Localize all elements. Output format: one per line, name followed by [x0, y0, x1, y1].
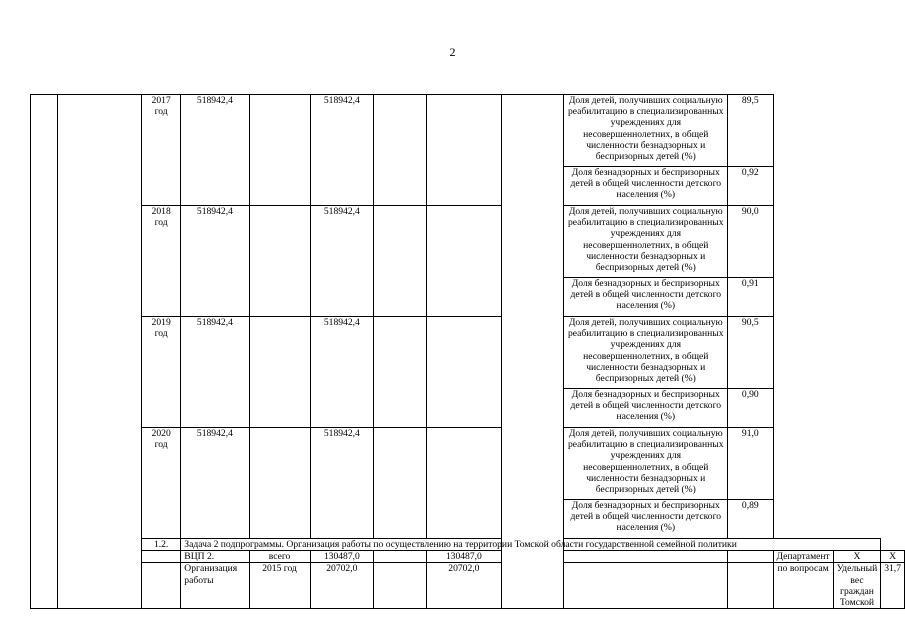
activity-name-cell: [58, 95, 142, 609]
table-row: [31, 206, 905, 278]
indicator-text: Доля безнадзорных и беспризорных детей в общей численности детского населения (%): [564, 500, 728, 539]
task-row: [31, 539, 905, 551]
regional-cell: 518942,4: [310, 428, 374, 539]
regional-cell: 518942,4: [310, 206, 374, 317]
total-cell: 518942,4: [181, 317, 249, 428]
indicator-value: 0,90: [728, 389, 773, 428]
other-cell: [728, 551, 773, 563]
regional-cell: 130487,0: [427, 551, 501, 563]
year-cell: всего: [249, 551, 310, 563]
local-cell: [374, 428, 427, 539]
table-row: [31, 563, 905, 609]
local-cell: [374, 317, 427, 428]
local-cell: [374, 206, 427, 317]
indicator-text: Доля безнадзорных и беспризорных детей в общей численности детского населения (%): [564, 278, 728, 317]
indicator-text: Доля детей, получивших социальную реабилитацию в специализированных учреждениях для несовершеннолетних, в общей численности безнадзорных и беспризорных детей (%): [564, 95, 728, 167]
local-cell: [374, 95, 427, 206]
other-cell: [728, 563, 773, 609]
task-number: 1.2.: [141, 539, 180, 551]
row-number-cell: [31, 95, 58, 609]
table-row: [31, 317, 905, 389]
federal-cell: [374, 551, 427, 563]
indicator-value: Х: [881, 551, 905, 563]
total-cell: 518942,4: [181, 95, 249, 206]
regional-cell: 20702,0: [427, 563, 501, 609]
year-cell: 2015 год: [249, 563, 310, 609]
federal-cell: [249, 317, 310, 428]
row-number-cell: [141, 551, 180, 563]
total-cell: 518942,4: [181, 428, 249, 539]
indicator-text: Х: [833, 551, 880, 563]
local-cell: [564, 563, 728, 609]
indicator-text: Доля детей, получивших социальную реабилитацию в специализированных учреждениях для несовершеннолетних, в общей численности безнадзорных и беспризорных детей (%): [564, 428, 728, 500]
indicator-value: 31,7: [881, 563, 905, 609]
year-cell: 2018 год: [141, 206, 180, 317]
indicator-text: Доля безнадзорных и беспризорных детей в общей численности детского населения (%): [564, 389, 728, 428]
executor-cell: по вопросам: [773, 563, 833, 609]
total-cell: 518942,4: [181, 206, 249, 317]
year-cell: 2017 год: [141, 95, 180, 206]
other-cell: [427, 317, 501, 428]
page-number: 2: [449, 45, 456, 59]
executor-cell: [501, 95, 564, 609]
indicator-value: 91,0: [728, 428, 773, 500]
table-row: [31, 551, 905, 563]
other-cell: [427, 95, 501, 206]
regional-cell: 518942,4: [310, 317, 374, 428]
federal-cell: [249, 95, 310, 206]
indicator-value: 90,5: [728, 317, 773, 389]
indicator-value: 89,5: [728, 95, 773, 167]
indicator-text: Доля детей, получивших социальную реабилитацию в специализированных учреждениях для несовершеннолетних, в общей численности безнадзорных и беспризорных детей (%): [564, 206, 728, 278]
indicator-text: Доля детей, получивших социальную реабилитацию в специализированных учреждениях для несовершеннолетних, в общей численности безнадзорных и беспризорных детей (%): [564, 317, 728, 389]
activity-name-cell: Организация работы: [181, 563, 249, 609]
other-cell: [427, 206, 501, 317]
regional-cell: 518942,4: [310, 95, 374, 206]
indicator-value: 0,92: [728, 167, 773, 206]
activity-name-cell: ВЦП 2.: [181, 551, 249, 563]
federal-cell: [374, 563, 427, 609]
other-cell: [427, 428, 501, 539]
indicator-value: 0,89: [728, 500, 773, 539]
program-table: [30, 94, 905, 609]
executor-cell: Департамент: [773, 551, 833, 563]
year-cell: 2019 год: [141, 317, 180, 428]
federal-cell: [249, 206, 310, 317]
federal-cell: [249, 428, 310, 539]
local-cell: [564, 551, 728, 563]
total-cell: 20702,0: [310, 563, 374, 609]
indicator-value: 0,91: [728, 278, 773, 317]
table-row: [31, 95, 905, 167]
year-cell: 2020 год: [141, 428, 180, 539]
table-row: [31, 428, 905, 500]
total-cell: 130487,0: [310, 551, 374, 563]
indicator-value: 90,0: [728, 206, 773, 278]
indicator-text: Доля безнадзорных и беспризорных детей в общей численности детского населения (%): [564, 167, 728, 206]
row-number-cell: [141, 563, 180, 609]
indicator-text: Удельный вес граждан Томской: [833, 563, 880, 609]
task-title: Задача 2 подпрограммы. Организация работы по осуществлению на территории Томской области государственной семейной политики: [181, 539, 881, 551]
